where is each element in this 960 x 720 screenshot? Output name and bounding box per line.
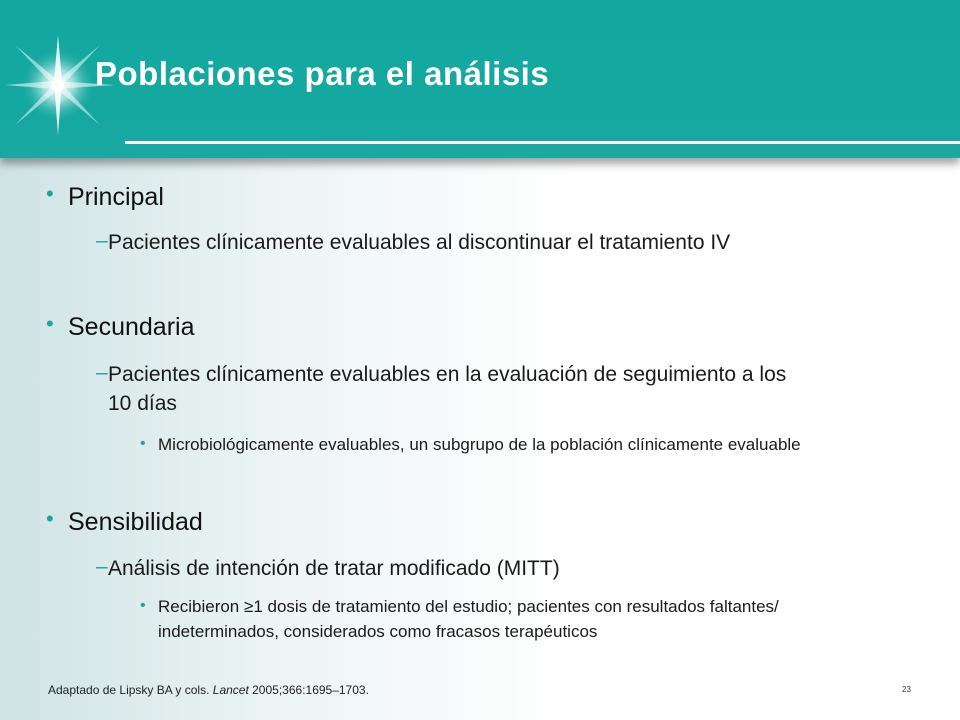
sub-bullet-secundaria-1 bbox=[96, 360, 808, 418]
sub-sub-bullet-text: Recibieron ≥1 dosis de tratamiento del estudio; pacientes con resultados faltantes/ indeterminados, considerados como fracasos terapéuticos bbox=[158, 597, 779, 641]
footnote-suffix: 2005;366:1695–1703. bbox=[248, 683, 369, 697]
footnote-prefix: Adaptado de Lipsky BA y cols. bbox=[48, 683, 213, 697]
page-title: Poblaciones para el análisis bbox=[95, 55, 550, 92]
sub-sub-bullet-sensibilidad-1 bbox=[140, 594, 878, 644]
sub-bullet-text: Análisis de intención de tratar modificado (MITT) bbox=[108, 557, 560, 580]
sub-sub-bullet-secundaria-1 bbox=[140, 432, 838, 457]
bullet-dot: • bbox=[46, 506, 54, 531]
bullet-label: Principal bbox=[68, 183, 164, 211]
bullet-sensibilidad bbox=[46, 506, 203, 537]
sub-bullet-sensibilidad-1 bbox=[96, 554, 808, 583]
dash-marker: – bbox=[96, 229, 108, 252]
bullet-dot: • bbox=[140, 597, 146, 614]
bullet-secundaria bbox=[46, 311, 195, 342]
bullet-dot: • bbox=[46, 181, 54, 206]
dash-marker: – bbox=[96, 555, 108, 578]
sub-bullet-text: Pacientes clínicamente evaluables al discontinuar el tratamiento IV bbox=[108, 231, 731, 254]
sub-bullet-text: Pacientes clínicamente evaluables en la evaluación de seguimiento a los 10 días bbox=[108, 363, 787, 415]
sub-sub-bullet-text: Microbiológicamente evaluables, un subgrupo de la población clínicamente evaluable bbox=[158, 435, 801, 454]
bullet-principal bbox=[46, 181, 164, 212]
sub-bullet-principal-1 bbox=[96, 228, 808, 257]
footnote-journal: Lancet bbox=[212, 683, 249, 697]
bullet-label: Sensibilidad bbox=[68, 508, 203, 536]
dash-marker: – bbox=[96, 361, 108, 384]
footnote-citation bbox=[48, 683, 369, 697]
bullet-label: Secundaria bbox=[68, 313, 195, 341]
page-number: 23 bbox=[902, 685, 911, 694]
bullet-dot: • bbox=[46, 311, 54, 336]
bullet-dot: • bbox=[140, 435, 146, 452]
